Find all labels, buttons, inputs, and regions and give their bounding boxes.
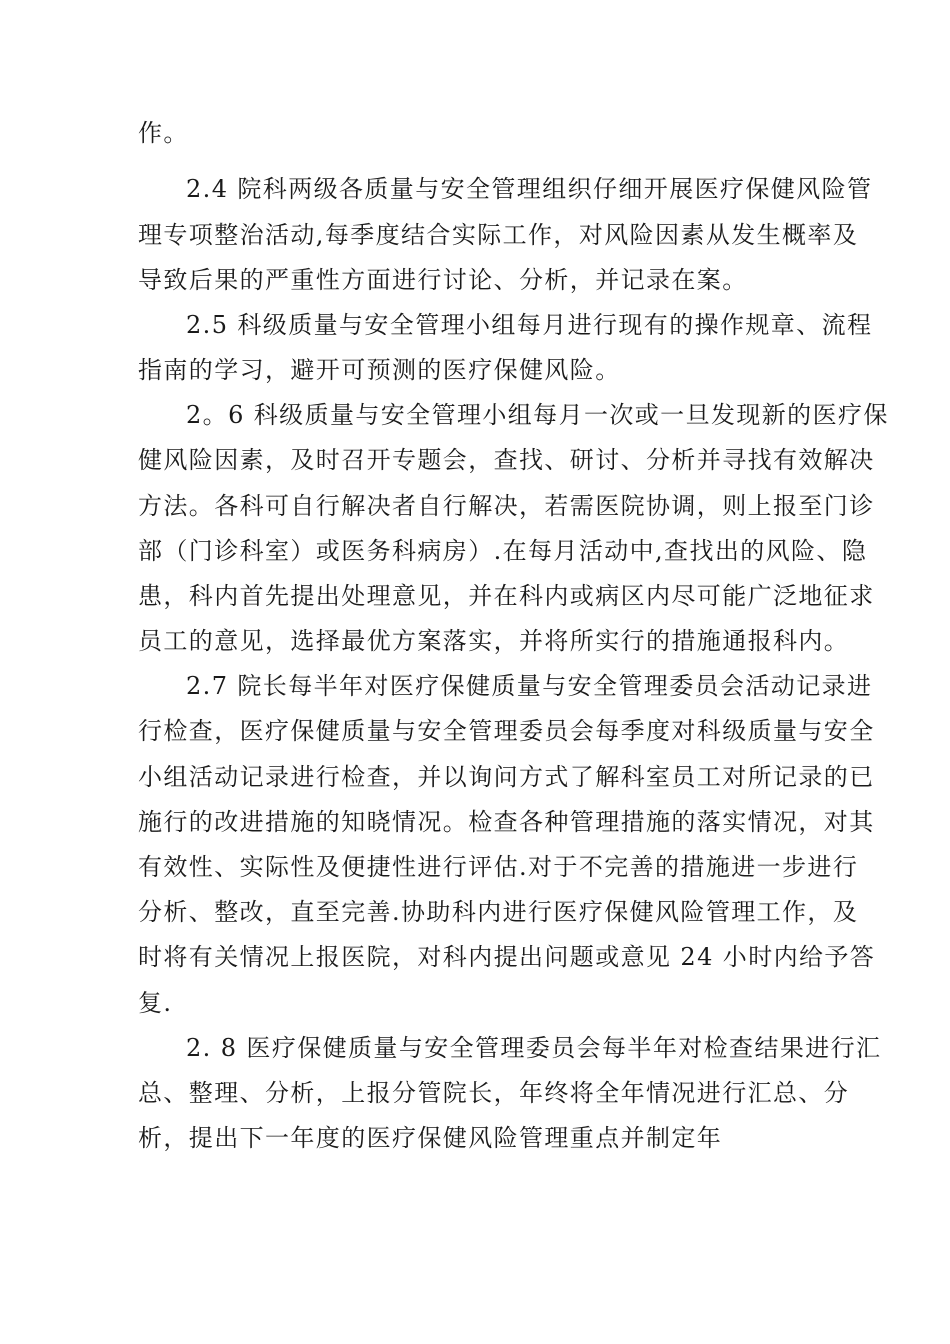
text-line: 患，科内首先提出处理意见，并在科内或病区内尽可能广泛地征求 bbox=[138, 582, 875, 610]
text-line: 理专项整治活动,每季度结合实际工作，对风险因素从发生概率及 bbox=[138, 221, 859, 249]
text-line: 方法。各科可自行解决者自行解决，若需医院协调，则上报至门诊 bbox=[138, 492, 875, 520]
text-line: 施行的改进措施的知晓情况。检查各种管理措施的落实情况，对其 bbox=[138, 808, 875, 836]
text-line: 总、整理、分析，上报分管院长，年终将全年情况进行汇总、分 bbox=[138, 1079, 850, 1107]
text-line: 健风险因素，及时召开专题会，查找、研讨、分析并寻找有效解决 bbox=[138, 446, 875, 474]
text-line: 指南的学习，避开可预测的医疗保健风险。 bbox=[138, 356, 621, 384]
text-line: 复. bbox=[138, 989, 173, 1017]
paragraph-2-7-line: 2.7 院长每半年对医疗保健质量与安全管理委员会活动记录进 bbox=[186, 672, 873, 700]
text-line: 部（门诊科室）或医务科病房）.在每月活动中,查找出的风险、隐 bbox=[138, 537, 868, 565]
text-line: 析，提出下一年度的医疗保健风险管理重点并制定年 bbox=[138, 1124, 723, 1152]
text-line: 小组活动记录进行检查，并以询问方式了解科室员工对所记录的已 bbox=[138, 763, 875, 791]
text-line: 员工的意见，选择最优方案落实，并将所实行的措施通报科内。 bbox=[138, 627, 850, 655]
text-line: 导致后果的严重性方面进行讨论、分析，并记录在案。 bbox=[138, 266, 748, 294]
text-line: 行检查，医疗保健质量与安全管理委员会每季度对科级质量与安全 bbox=[138, 717, 875, 745]
paragraph-2-8-line: 2. 8 医疗保健质量与安全管理委员会每半年对检查结果进行汇 bbox=[186, 1034, 882, 1062]
paragraph-2-4-line: 2.4 院科两级各质量与安全管理组织仔细开展医疗保健风险管 bbox=[186, 175, 873, 203]
text-line: 有效性、实际性及便捷性进行评估.对于不完善的措施进一步进行 bbox=[138, 853, 859, 881]
paragraph-2-6-line: 2。6 科级质量与安全管理小组每月一次或一旦发现新的医疗保 bbox=[186, 401, 889, 429]
paragraph-2-5-line: 2.5 科级质量与安全管理小组每月进行现有的操作规章、流程 bbox=[186, 311, 873, 339]
text-line: 时将有关情况上报医院，对科内提出问题或意见 24 小时内给予答 bbox=[138, 943, 876, 971]
text-line: 分析、整改，直至完善.协助科内进行医疗保健风险管理工作，及 bbox=[138, 898, 859, 926]
text-line: 作。 bbox=[138, 119, 189, 147]
